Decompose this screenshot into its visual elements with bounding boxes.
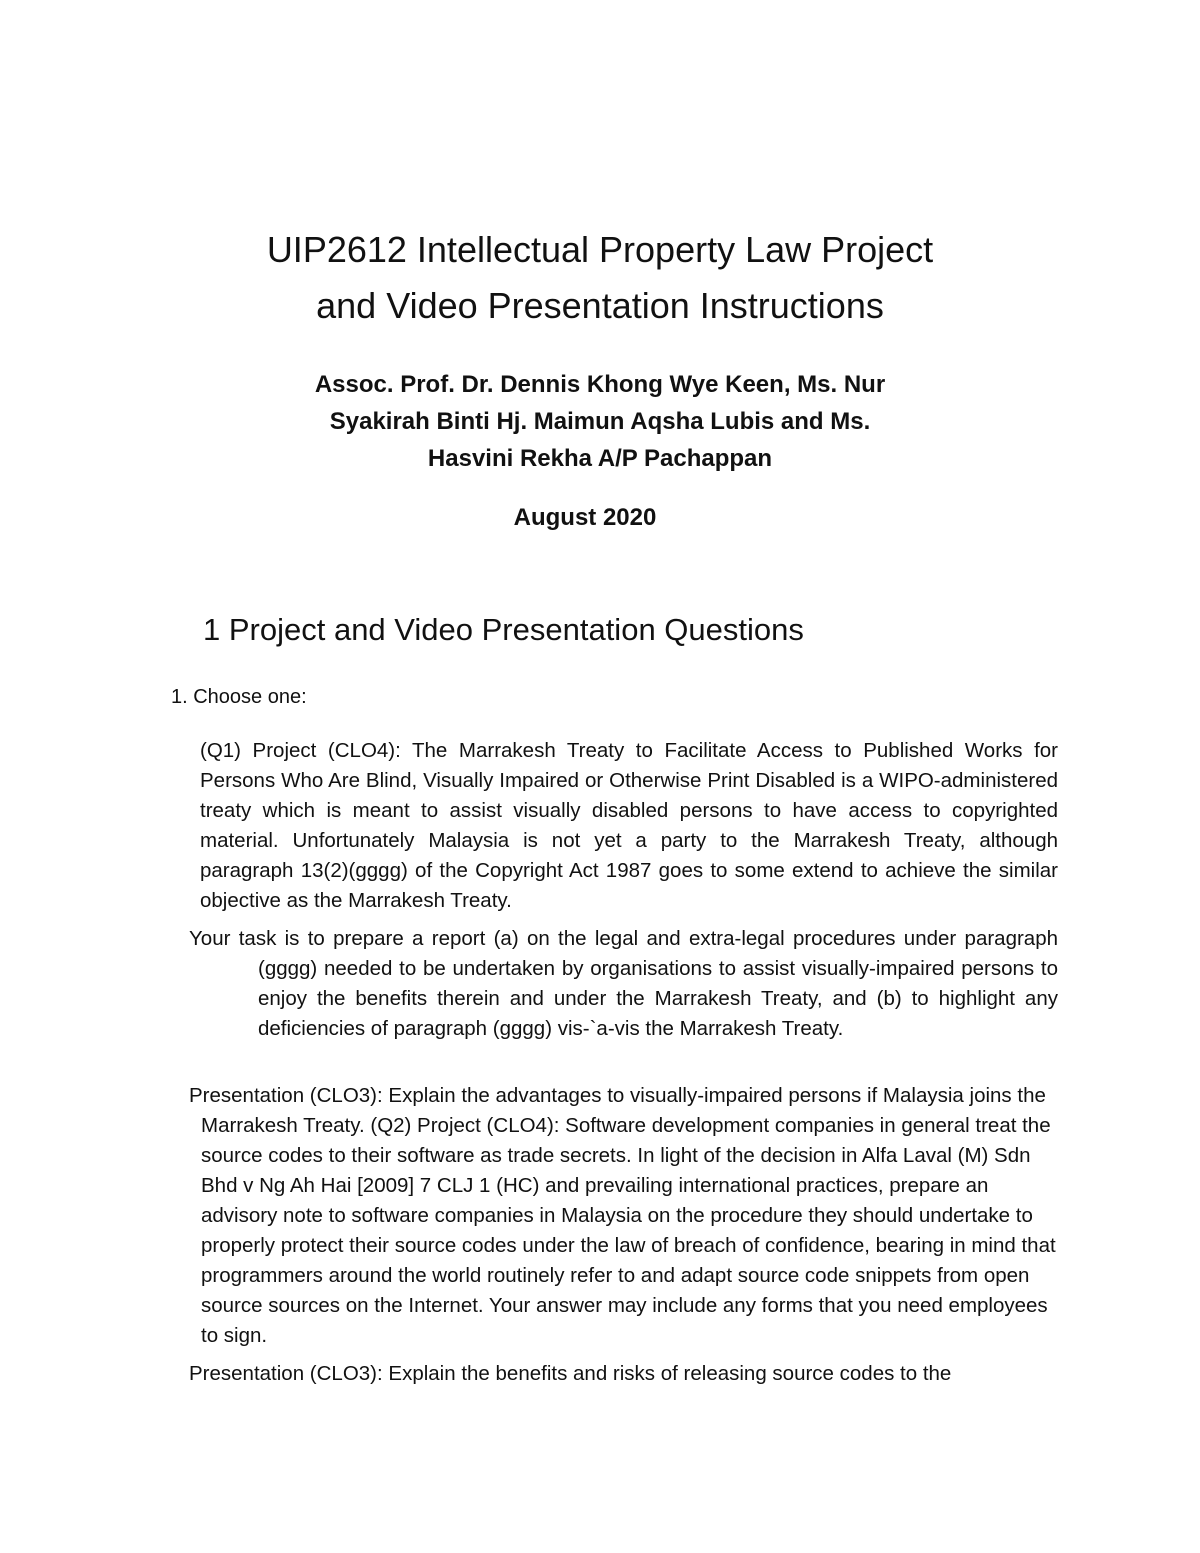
document-title-line-1: UIP2612 Intellectual Property Law Project xyxy=(266,229,934,270)
q1-presentation-q2-project-paragraph: Presentation (CLO3): Explain the advantages to visually-impaired persons if Malaysia joins the Marrakesh Treaty. (Q2) Project (CLO4): Software development companies in general treat the source codes to their software as trade secrets. In light of the decision in Alfa Laval (M) Sdn Bhd v Ng Ah Hai [2009] 7 CLJ 1 (HC) and prevailing international practices, prepare an advisory note to software companies in Malaysia on the procedure they should undertake to properly protect their source codes under the law of breach of confidence, bearing in mind that programmers around the world routinely refer to and adapt source code snippets from open source sources on the Internet. Your answer may include any forms that you need employees to sign. xyxy=(189,1084,1056,1347)
q1-project-paragraph: (Q1) Project (CLO4): The Marrakesh Treaty to Facilitate Access to Published Works for Persons Who Are Blind, Visually Impaired or Otherwise Print Disabled is a WIPO-administered treaty which is meant to assist visually disabled persons to have access to copyrighted material. Unfortunately Malaysia is not yet a party to the Marrakesh Treaty, although paragraph 13(2)(gggg) of the Copyright Act 1987 goes to some extend to achieve the similar objective as the Marrakesh Treaty. xyxy=(200,739,1058,912)
document-title xyxy=(0,222,1200,334)
document-title-line-2: and Video Presentation Instructions xyxy=(316,285,884,326)
document-date: August 2020 xyxy=(513,504,657,531)
authors-line-3: Hasvini Rekha A/P Pachappan xyxy=(427,445,773,472)
list-item-choose-one: 1. Choose one: xyxy=(171,686,307,708)
q2-presentation-paragraph: Presentation (CLO3): Explain the benefits and risks of releasing source codes to the xyxy=(189,1362,952,1385)
section-heading: 1 Project and Video Presentation Questions xyxy=(203,612,804,647)
q1-task-paragraph: Your task is to prepare a report (a) on the legal and extra-legal procedures under paragraph (gggg) needed to be undertaken by organisations to assist visually-impaired persons to enjoy the benefits therein and under the Marrakesh Treaty, and (b) to highlight any deficiencies of paragraph (gggg) vis-`a-vis the Marrakesh Treaty. xyxy=(189,927,1058,1040)
document-authors xyxy=(0,366,1200,477)
authors-line-2: Syakirah Binti Hj. Maimun Aqsha Lubis and Ms. xyxy=(329,408,871,435)
authors-line-1: Assoc. Prof. Dr. Dennis Khong Wye Keen, Ms. Nur xyxy=(314,371,886,398)
